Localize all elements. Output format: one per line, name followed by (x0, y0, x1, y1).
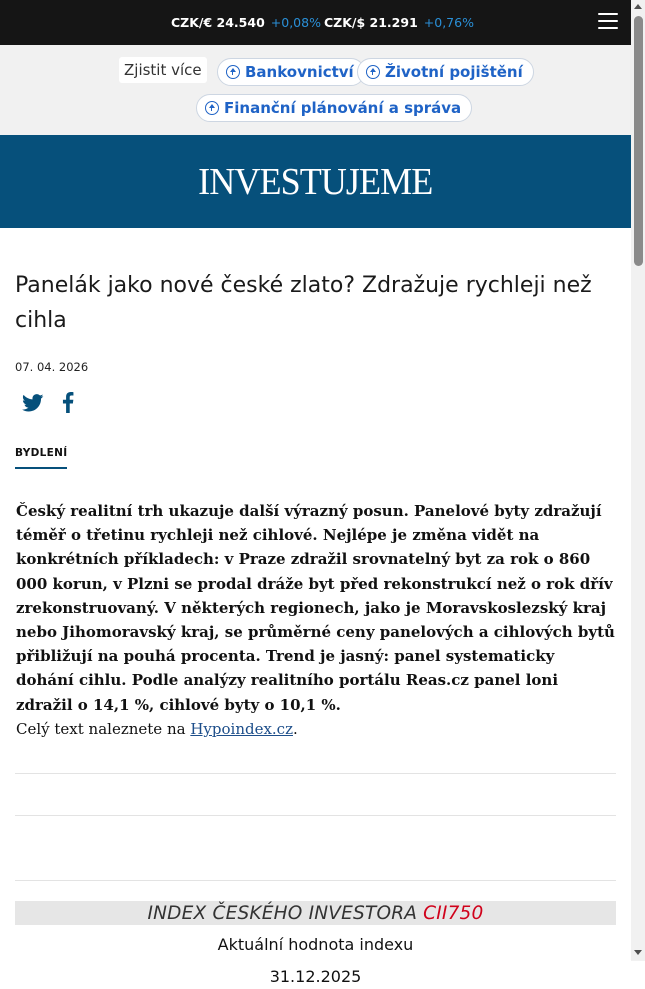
source-suffix: . (292, 719, 298, 738)
brand-logo[interactable]: INVESTUJEME (198, 160, 433, 203)
ticker-eur-value: CZK/€ 24.540 (171, 15, 265, 30)
chip-bankovnictvi[interactable] (217, 58, 365, 86)
article-title: Panelák jako nové české zlato? Zdražuje rychleji než cihla (15, 273, 592, 333)
index-subtitle: Aktuální hodnota indexu (217, 935, 414, 955)
scroll-down-icon[interactable] (634, 950, 642, 955)
index-date: 31.12.2025 (269, 967, 362, 987)
scroll-up-icon[interactable] (634, 4, 642, 9)
hamburger-menu-icon[interactable] (598, 13, 618, 31)
article (0, 268, 631, 469)
chip-label: Bankovnictví (245, 63, 354, 81)
topic-chips (0, 45, 631, 135)
article-body (0, 499, 631, 741)
article-lead: Český realitní trh ukazuje další výrazný posun. Panelové byty zdražují téměř o třetinu rychleji než cihlové. Nejlépe je změna vidět na konkrétních příkladech: v Praze zdražil srovnatelný byt za rok o 860 000 korun, v Plzni se prodal dráže byt před rekonstrukcí než o rok dřív zrekonstruovaný. V některých regionech, jako je Moravskoslezský kraj nebo Jihomoravský kraj, se průměrné ceny panelových a cihlových bytů přibližují na pouhá procenta. Trend je jasný: panel systematicky dohání cihlu. Podle analýzy realitního portálu Reas.cz panel loni zdražil o 14,1 %, cihlové byty o 10,1 %. (16, 502, 615, 714)
article-tag[interactable]: BYDLENÍ (15, 447, 67, 469)
source-prefix: Celý text naleznete na (16, 719, 191, 738)
chip-zivotni-pojisteni[interactable] (357, 58, 534, 86)
scrollbar-thumb[interactable] (634, 16, 643, 266)
ticker-eur (171, 0, 321, 45)
scrollbar[interactable] (631, 0, 645, 961)
twitter-icon[interactable] (22, 394, 44, 412)
arrow-up-circle-icon (205, 101, 219, 115)
tag-wrap (15, 441, 616, 469)
article-date: 07. 04. 2026 (15, 360, 89, 374)
index-title: INDEX ČESKÉHO INVESTORA (147, 902, 418, 924)
chip-label: Životní pojištění (385, 63, 523, 81)
chip-financni-planovani[interactable] (196, 94, 472, 122)
investor-index (15, 901, 616, 989)
brand-header (0, 135, 631, 228)
index-code: CII750 (423, 902, 484, 924)
divider (15, 880, 616, 881)
ticker-usd-value: CZK/$ 21.291 (324, 15, 418, 30)
ticker-usd (324, 0, 474, 45)
ticker-eur-change: +0,08% (270, 15, 321, 30)
share-buttons (15, 392, 616, 413)
index-heading (15, 901, 616, 925)
facebook-icon[interactable] (62, 392, 74, 413)
arrow-up-circle-icon (226, 65, 240, 79)
arrow-up-circle-icon (366, 65, 380, 79)
divider (15, 773, 616, 774)
source-link[interactable]: Hypoindex.cz (190, 719, 293, 738)
ticker-bar (0, 0, 631, 45)
chip-label: Finanční plánování a správa (224, 99, 462, 117)
divider (15, 815, 616, 816)
ticker-usd-change: +0,76% (423, 15, 474, 30)
chips-label: Zjistit více (119, 57, 207, 83)
